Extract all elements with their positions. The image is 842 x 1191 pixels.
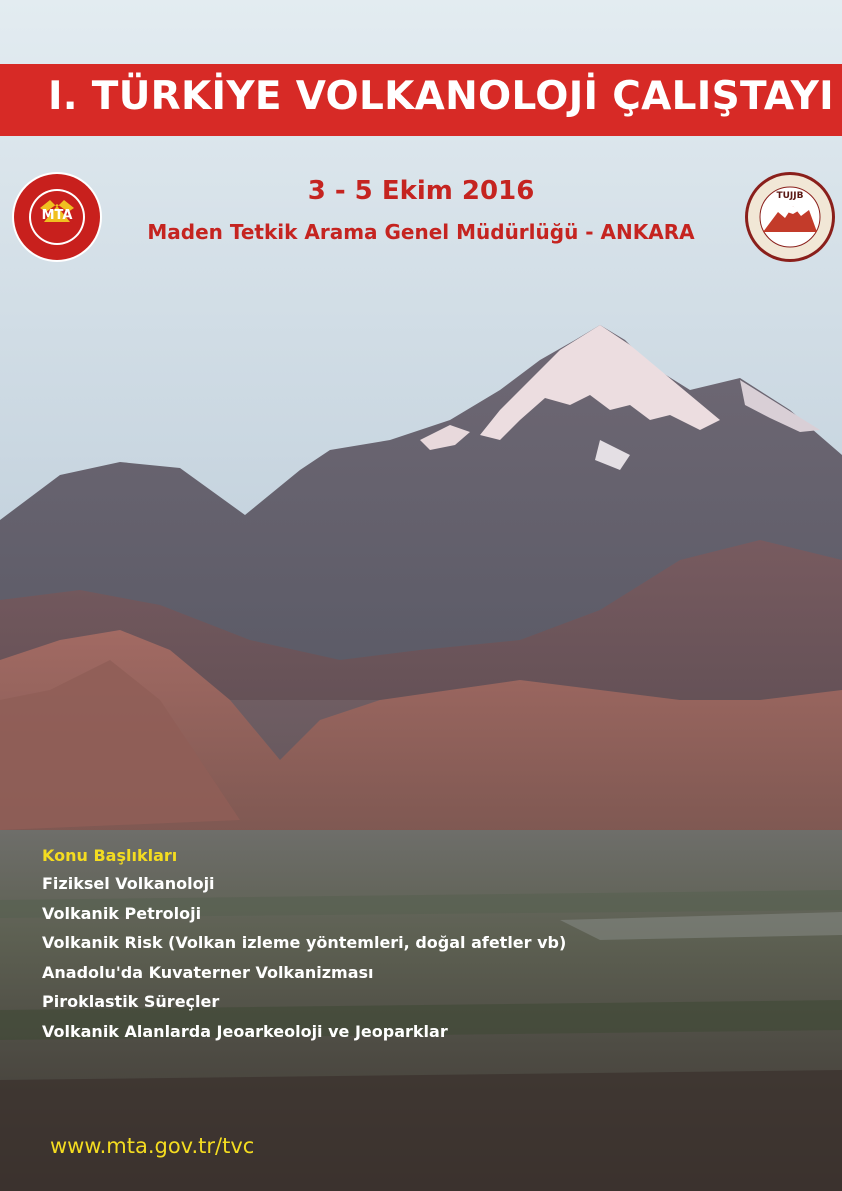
website-link[interactable]: www.mta.gov.tr/tvc xyxy=(50,1134,255,1158)
topic-item: Fiziksel Volkanoloji xyxy=(42,874,215,893)
event-venue: Maden Tetkik Arama Genel Müdürlüğü - ANKARA xyxy=(147,220,695,244)
title-bar xyxy=(0,64,842,136)
page-title: I. TÜRKİYE VOLKANOLOJİ ÇALIŞTAYI xyxy=(48,74,834,119)
topic-item: Piroklastik Süreçler xyxy=(42,992,220,1011)
topic-item: Volkanik Alanlarda Jeoarkeoloji ve Jeoparklar xyxy=(42,1021,448,1041)
topics-section xyxy=(42,846,566,1050)
topics-heading: Konu Başlıkları xyxy=(42,846,178,865)
tujjb-logo-text: TUJJB xyxy=(776,191,804,201)
topic-item: Anadolu'da Kuvaterner Volkanizması xyxy=(42,962,374,982)
mta-logo-text: MTA xyxy=(41,208,73,223)
topic-item: Volkanik Petroloji xyxy=(42,903,202,923)
topic-item: Volkanik Risk (Volkan izleme yöntemleri, doğal afetler vb) xyxy=(42,933,567,952)
event-dates: 3 - 5 Ekim 2016 xyxy=(307,176,535,206)
